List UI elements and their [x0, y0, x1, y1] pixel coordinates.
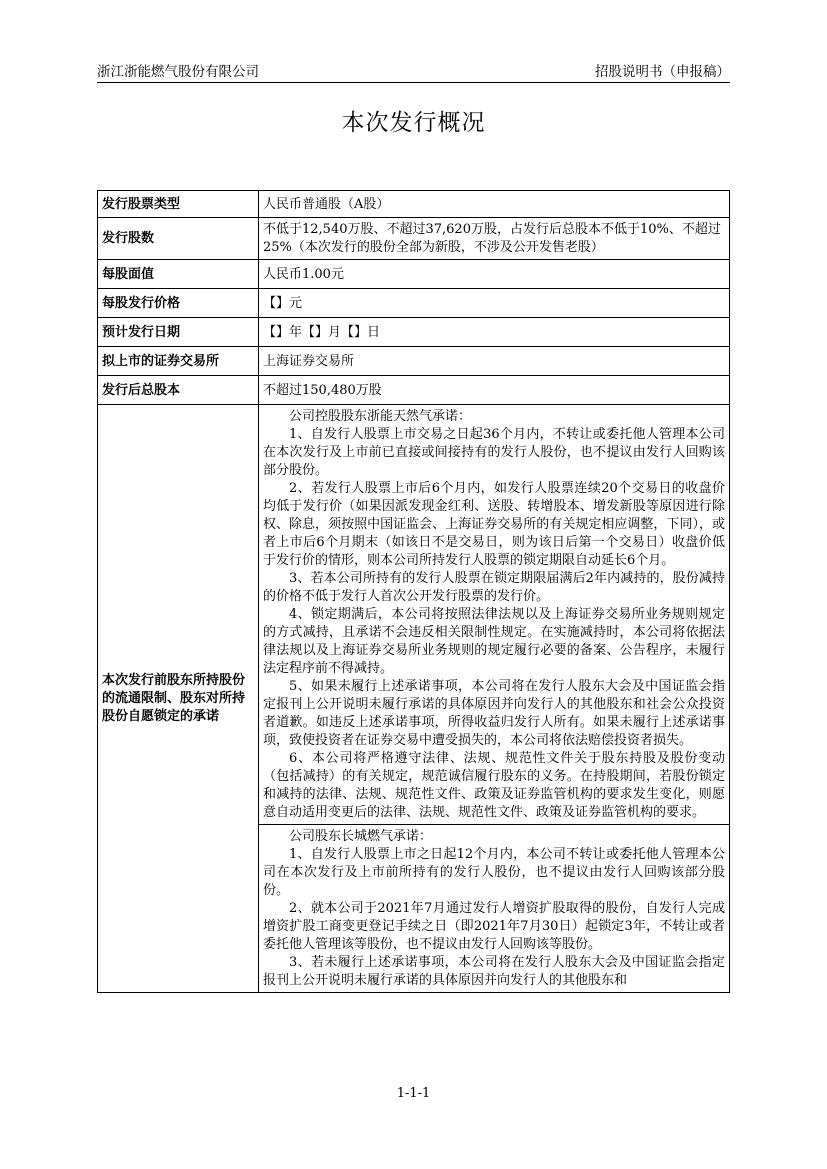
table-row	[98, 191, 730, 218]
row-label-issue-price: 每股发行价格	[98, 289, 259, 318]
row-label-share-count: 发行股数	[98, 218, 259, 260]
commitment-paragraph: 5、如果未履行上述承诺事项，本公司将在发行人股东大会及中国证监会指定报刊上公开说明未履行承诺的具体原因并向发行人的其他股东和社会公众投资者道歉。如违反上述承诺事项，所得收益归发行人所有。如果未履行上述承诺事项，致使投资者在证券交易中遭受损失的，本公司将依法赔偿投资者损失。	[263, 679, 725, 748]
commitment-paragraph: 公司股东长城燃气承诺：	[289, 829, 433, 844]
page-header	[97, 58, 730, 80]
commitment-paragraph: 公司控股股东浙能天然气承诺：	[289, 409, 472, 424]
page-title: 本次发行概况	[341, 110, 486, 136]
table-row	[98, 347, 730, 376]
row-label-par-value: 每股面值	[98, 260, 259, 289]
row-value-exchange: 上海证券交易所	[259, 347, 730, 376]
row-value-issue-price: 【】元	[259, 289, 730, 318]
table-row	[98, 218, 730, 260]
row-label-issue-date: 预计发行日期	[98, 318, 259, 347]
commitment-paragraph: 3、若未履行上述承诺事项，本公司将在发行人股东大会及中国证监会指定报刊上公开说明未履行承诺的具体原因并向发行人的其他股东和	[263, 955, 725, 988]
row-value-total-shares: 不超过150,480万股	[259, 376, 730, 405]
commitment-paragraph: 6、本公司将严格遵守法律、法规、规范性文件关于股东持股及股份变动（包括减持）的有关规定，规范诚信履行股东的义务。在持股期间，若股份锁定和减持的法律、法规、规范性文件、政策及证券监管机构的要求发生变化，则愿意自动适用变更后的法律、法规、规范性文件、政策及证券监管机构的要求。	[263, 751, 725, 820]
table-row	[98, 289, 730, 318]
header-company: 浙江浙能燃气股份有限公司	[97, 64, 259, 80]
commitment-paragraph: 2、就本公司于2021年7月通过发行人增资扩股取得的股份，自发行人完成增资扩股工商变更登记手续之日（即2021年7月30日）起锁定3年，不转让或者委托他人管理该等股份，也不提议由发行人回购该等股份。	[263, 901, 725, 952]
row-label-total-shares: 发行后总股本	[98, 376, 259, 405]
table-row	[98, 260, 730, 289]
commitment-paragraph: 1、自发行人股票上市交易之日起36个月内，不转让或委托他人管理本公司在本次发行及上市前已直接或间接持有的发行人股份，也不提议由发行人回购该部分股份。	[263, 427, 725, 478]
row-label-stock-type: 发行股票类型	[98, 191, 259, 218]
commitment-paragraph: 2、若发行人股票上市后6个月内，如发行人股票连续20个交易日的收盘价均低于发行价（如果因派发现金红利、送股、转增股本、增发新股等原因进行除权、除息，须按照中国证监会、上海证券交易所的有关规定相应调整，下同），或者上市后6个月期末（如该日不是交易日，则为该日后第一个交易日）收盘价低于发行价的情形，则本公司所持发行人股票的锁定期限自动延长6个月。	[263, 481, 725, 568]
table-row	[98, 405, 730, 825]
table-row	[98, 318, 730, 347]
commitment-paragraph: 3、若本公司所持有的发行人股票在锁定期限届满后2年内减持的，股份减持的价格不低于发行人首次公开发行股票的发行价。	[263, 571, 725, 604]
row-value-par-value: 人民币1.00元	[259, 260, 730, 289]
header-divider	[97, 82, 730, 83]
row-label-exchange: 拟上市的证券交易所	[98, 347, 259, 376]
page-number: 1-1-1	[396, 1086, 431, 1101]
row-value-stock-type: 人民币普通股（A股）	[259, 191, 730, 218]
offering-overview-table	[97, 190, 730, 993]
lockup-commitment-controlling-shareholder	[259, 405, 730, 825]
table-row	[98, 376, 730, 405]
lockup-commitment-shareholder-changcheng	[259, 825, 730, 993]
header-doc-type: 招股说明书（申报稿）	[595, 64, 730, 80]
commitment-paragraph: 1、自发行人股票上市之日起12个月内，本公司不转让或委托他人管理本公司在本次发行及上市前所持有的发行人股份，也不提议由发行人回购该部分股份。	[263, 847, 725, 898]
row-value-issue-date: 【】年【】月【】日	[259, 318, 730, 347]
commitment-paragraph: 4、锁定期满后，本公司将按照法律法规以及上海证券交易所业务规则规定的方式减持，且承诺不会违反相关限制性规定。在实施减持时，本公司将依据法律法规以及上海证券交易所业务规则的规定履行必要的备案、公告程序，未履行法定程序前不得减持。	[263, 607, 725, 676]
row-label-lockup: 本次发行前股东所持股份的流通限制、股东对所持股份自愿锁定的承诺	[98, 405, 259, 993]
row-value-share-count: 不低于12,540万股、不超过37,620万股，占发行后总股本不低于10%、不超过25%（本次发行的股份全部为新股，不涉及公开发售老股）	[259, 218, 730, 260]
